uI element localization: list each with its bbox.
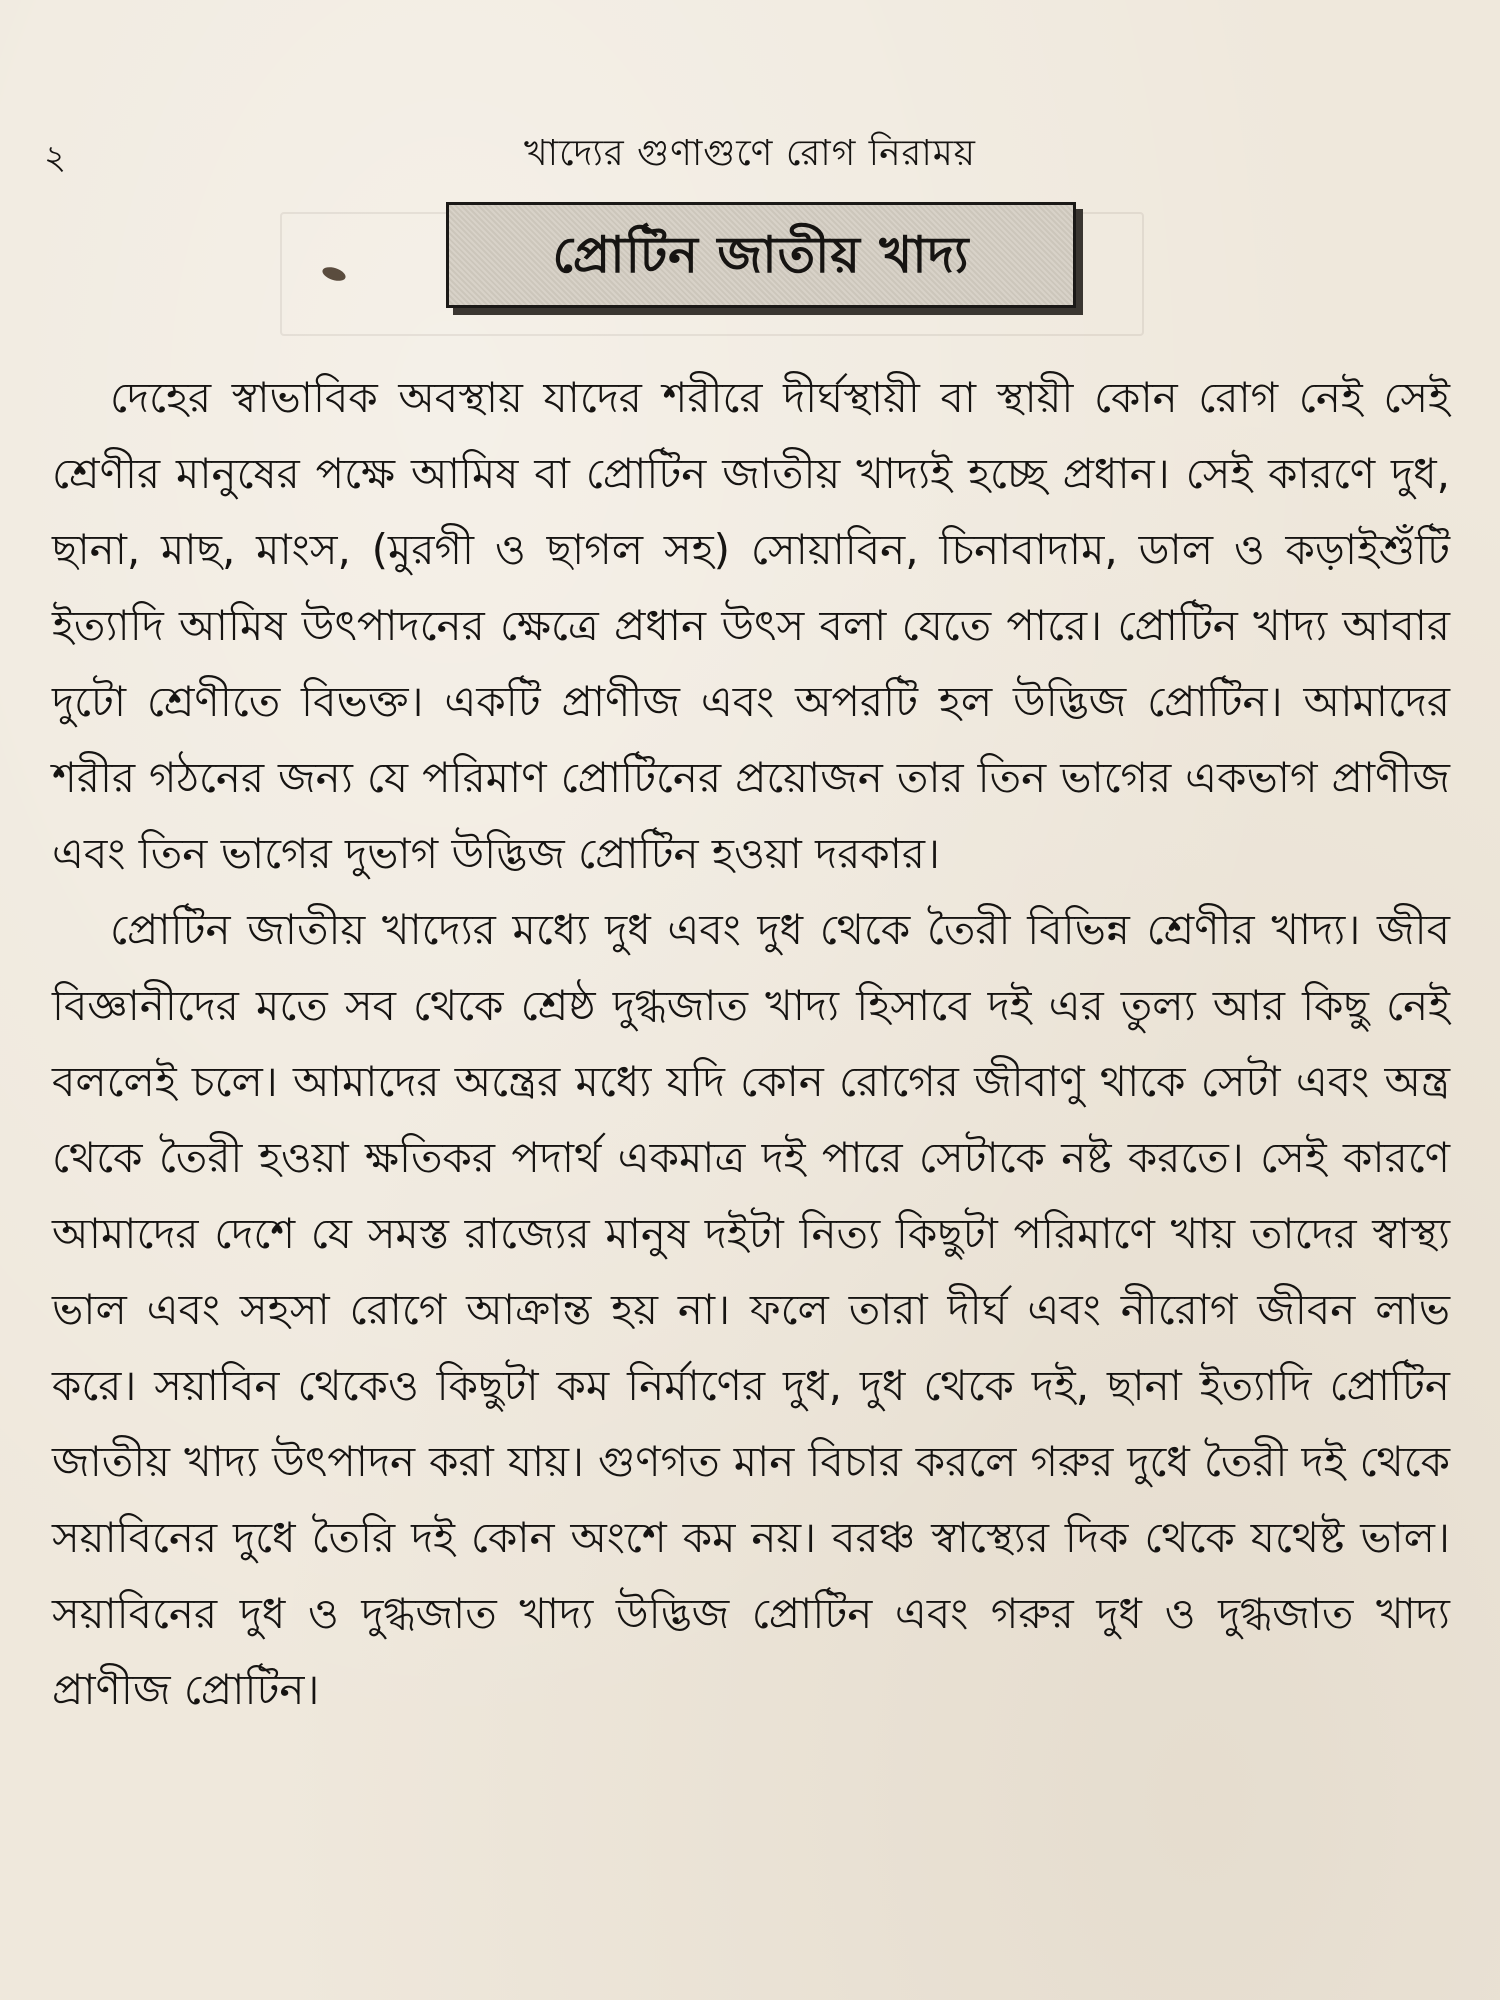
- section-title: প্রোটিন জাতীয় খাদ্য: [552, 226, 970, 284]
- paragraph-1: দেহের স্বাভাবিক অবস্থায় যাদের শরীরে দীর্ঘস্থায়ী বা স্থায়ী কোন রোগ নেই সেই শ্রেণীর মানুষের পক্ষে আমিষ বা প্রোটিন জাতীয় খাদ্যই হচ্ছে প্রধান। সেই কারণে দুধ, ছানা, মাছ, মাংস, (মুরগী ও ছাগল সহ) সোয়াবিন, চিনাবাদাম, ডাল ও কড়াইশুঁটি ইত্যাদি আমিষ উৎপাদনের ক্ষেত্রে প্রধান উৎস বলা যেতে পারে। প্রোটিন খাদ্য আবার দুটো শ্রেণীতে বিভক্ত। একটি প্রাণীজ এবং অপরটি হল উদ্ভিজ প্রোটিন। আমাদের শরীর গঠনের জন্য যে পরিমাণ প্রোটিনের প্রয়োজন তার তিন ভাগের একভাগ প্রাণীজ এবং তিন ভাগের দুভাগ উদ্ভিজ প্রোটিন হওয়া দরকার।: [52, 373, 1450, 878]
- body-text: [52, 360, 1450, 1728]
- page-number: ২: [44, 138, 67, 178]
- paragraph-2: প্রোটিন জাতীয় খাদ্যের মধ্যে দুধ এবং দুধ থেকে তৈরী বিভিন্ন শ্রেণীর খাদ্য। জীব বিজ্ঞানীদের মতে সব থেকে শ্রেষ্ঠ দুগ্ধজাত খাদ্য হিসাবে দই এর তুল্য আর কিছু নেই বললেই চলে। আমাদের অন্ত্রের মধ্যে যদি কোন রোগের জীবাণু থাকে সেটা এবং অন্ত্র থেকে তৈরী হওয়া ক্ষতিকর পদার্থ একমাত্র দই পারে সেটাকে নষ্ট করতে। সেই কারণে আমাদের দেশে যে সমস্ত রাজ্যের মানুষ দইটা নিত্য কিছুটা পরিমাণে খায় তাদের স্বাস্থ্য ভাল এবং সহসা রোগে আক্রান্ত হয় না। ফলে তারা দীর্ঘ এবং নীরোগ জীবন লাভ করে। সয়াবিন থেকেও কিছুটা কম নির্মাণের দুধ, দুধ থেকে দই, ছানা ইত্যাদি প্রোটিন জাতীয় খাদ্য উৎপাদন করা যায়। গুণগত মান বিচার করলে গরুর দুধে তৈরী দই থেকে সয়াবিনের দুধে তৈরি দই কোন অংশে কম নয়। বরঞ্চ স্বাস্থ্যের দিক থেকে যথেষ্ট ভাল। সয়াবিনের দুধ ও দুগ্ধজাত খাদ্য উদ্ভিজ প্রোটিন এবং গরুর দুধ ও দুগ্ধজাত খাদ্য প্রাণীজ প্রোটিন।: [52, 905, 1450, 1714]
- running-title: খাদ্যের গুণাগুণে রোগ নিরাময়: [524, 133, 976, 174]
- section-title-box: [446, 202, 1076, 308]
